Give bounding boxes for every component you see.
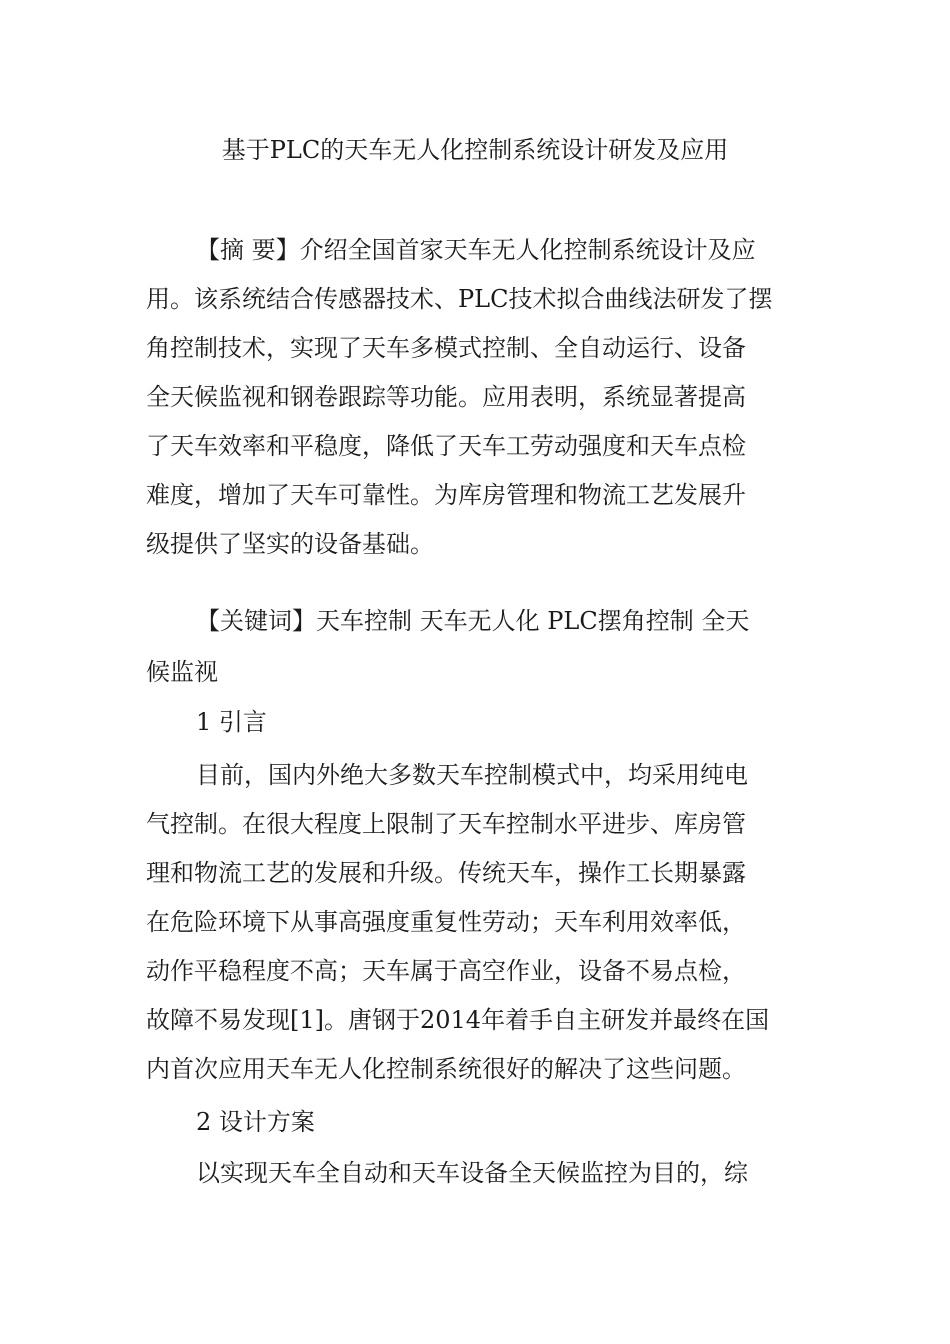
body-line: 在危险环境下从事高强度重复性劳动；天车利用效率低，	[146, 908, 746, 936]
abstract-line: 全天候监视和钢卷跟踪等功能。应用表明，系统显著提高	[146, 383, 746, 411]
abstract-line: 用。该系统结合传感器技术、PLC技术拟合曲线法研发了摆	[146, 285, 773, 313]
abstract-line: 难度，增加了天车可靠性。为库房管理和物流工艺发展升	[146, 481, 746, 509]
abstract-line: 角控制技术，实现了天车多模式控制、全自动运行、设备	[146, 334, 746, 362]
section-1-heading: 1 引言	[196, 708, 267, 736]
body-line: 气控制。在很大程度上限制了天车控制水平进步、库房管	[146, 810, 746, 838]
abstract-line: 了天车效率和平稳度，降低了天车工劳动强度和天车点检	[146, 432, 746, 460]
body-line: 目前，国内外绝大多数天车控制模式中，均采用纯电	[196, 761, 748, 789]
body-line: 理和物流工艺的发展和升级。传统天车，操作工长期暴露	[146, 859, 746, 887]
keywords-line: 候监视	[146, 658, 218, 686]
abstract-line: 【摘 要】介绍全国首家天车无人化控制系统设计及应	[196, 236, 756, 264]
body-line: 故障不易发现[1]。唐钢于2014年着手自主研发并最终在国	[146, 1006, 770, 1034]
section-2-heading: 2 设计方案	[196, 1108, 315, 1136]
body-line: 内首次应用天车无人化控制系统很好的解决了这些问题。	[146, 1055, 746, 1083]
paper-title: 基于PLC的天车无人化控制系统设计研发及应用	[221, 136, 729, 164]
body-line: 动作平稳程度不高；天车属于高空作业，设备不易点检，	[146, 957, 746, 985]
keywords-line: 【关键词】天车控制 天车无人化 PLC摆角控制 全天	[196, 607, 750, 635]
abstract-line: 级提供了坚实的设备基础。	[146, 530, 434, 558]
body-line: 以实现天车全自动和天车设备全天候监控为目的，综	[196, 1159, 748, 1187]
